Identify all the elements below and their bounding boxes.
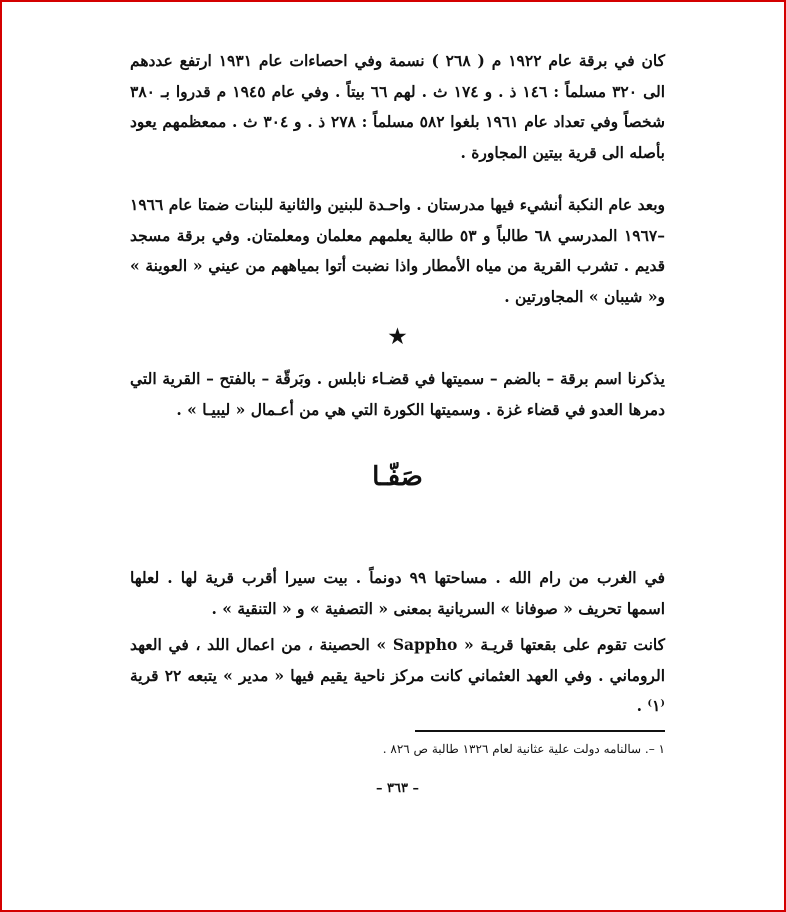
section-star-ornament: ★: [388, 324, 407, 348]
paragraph-population: كان في برقة عام ١٩٢٢ م ( ٢٦٨ ) نسمة وفي احصاءات عام ١٩٣١ ارتفع عددهم الى ٣٢٠ مسلماً : ١٤٦ ذ . و ١٧٤ ث . لهم ٦٦ بيتاً . وفي عام ١٩٤٥ م قدروا بـ ٣٨٠ شخصاً وفي تعداد عام ١٩٦١ بلغوا ٥٨٢ مسلماً : ٢٧٨ ذ . و ٣٠٤ ث . ممعظمهم يعود بأصله الى قرية بيتين المجاورة .: [130, 51, 666, 162]
spacer: [130, 168, 665, 190]
book-page: [130, 46, 665, 798]
page-number: – ٣٦٣ –: [375, 780, 419, 796]
section-heading-safa: صَفّـا: [372, 462, 423, 492]
paragraph-name-note: يذكرنا اسم برقة – بالضم – سميتها في قضـاء نابلس . وبَرقّة – بالفتح – القرية التي دمرها العدو في قضاء غزة . وسميتها الكورة التي هي من أعـمال « ليبيـا » .: [130, 369, 665, 419]
spacer: [130, 312, 665, 324]
spacer: [130, 503, 665, 563]
footnote: ١ –. سالنامه دولت علية عثانية لعام ١٣٢٦ طالبة ص ٨٢٦ .: [382, 741, 665, 756]
footnote-divider: [415, 730, 665, 732]
paragraph-location: في الغرب من رام الله . مساحتها ٩٩ دونماً . بيت سيرا أقرب قرية لها . لعلها اسمها تحريف « صوفانا » السريانية بمعنى « التصفية » و « التنقية » .: [130, 568, 665, 618]
paragraph-history: كانت تقوم على بقعتها قريـة « Sappho » الحصينة ، من اعمال اللد ، في العهد الروماني . وفي العهد العثماني كانت مركز ناحية يقيم فيها « مدير » يتبعه ٢٢ قرية ⁽١⁾ .: [130, 635, 666, 715]
spacer: [130, 348, 665, 364]
paragraph-schools: وبعد عام النكبة أنشيء فيها مدرستان . واحـدة للبنين والثانية للبنات ضمتا عام ١٩٦٦ –١٩٦٧ المدرسي ٦٨ طالباً و ٥٣ طالبة يعلمهم معلمان ومعلمتان. وفي برقة مسجد قديم . تشرب القرية من مياه الأمطار واذا نضبت أتوا بمياههم من عيني « العوينة » و« شيبان » المجاورتين .: [130, 195, 665, 306]
